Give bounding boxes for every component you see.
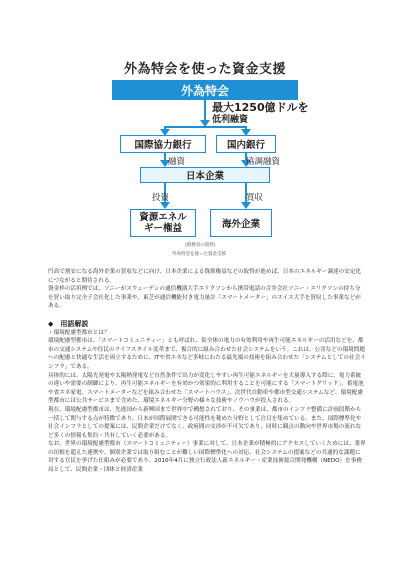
paragraph: 環境配慮型都市は、「スマートコミュニティー」とも呼ばれ、街全体の電力の有効利用や再生可能エネルギーの活用などを、都市の交通システムや住民のライフスタイル変革まで、複合的に組み合わせた社会システムをいう。これは、公害などの環境問題への配慮と快適な生活を両立するために、ITや省エネなど多岐にわたる最先端の技術を組み合わせた「システムとしての社会インフラ」である。 (48, 338, 366, 370)
paragraph: 円高で割安になる海外企業の買収などに向け、日本企業による資源権益などの取得が進めば、日本のエネルギー調達の安定化につながると期待される。 (48, 269, 362, 284)
figure-title: 外為特会を使った資金支援 (123, 62, 286, 77)
figure-credit: (財務省の資料) (185, 243, 216, 248)
subheading: ・環境配慮型都市とは？ (48, 329, 110, 336)
box-jbic: 国際協力銀行 (120, 135, 206, 153)
article-body (48, 268, 366, 475)
arrow-down-icon (200, 100, 210, 127)
label-investment: 投資 (152, 193, 170, 203)
label-cooperative-loan: 協調融資 (246, 157, 281, 167)
box-overseas-company: 海外企業 (210, 209, 272, 237)
label-loan: 融資 (168, 157, 186, 167)
banner-forex-special-account: 外為特会 (112, 80, 298, 100)
box-japanese-company: 日本企業 (140, 167, 270, 183)
paragraph: 具体的には、太陽光発電や太陽熱発電など自然条件で出力が変化しやすい再生可能エネルギーを大量導入する際に、電力系統の違いや需要の制御により、再生可能エネルギーを有効かつ効果的に利用することを可能にする「スマートグリッド」、蓄電池や省エネ家電、スマートメーターなどを組み合わせた「スマートハウス」、次世代自動車や都市型交通システムなど、環境配慮型都市には公共サービスまで含めた、環境エネルギー分野の様々な技術やノウハウが投入される。 (48, 372, 364, 405)
box-domestic-bank: 国内銀行 (216, 135, 276, 153)
paragraph: 資金枠の活用例では、ソニーがスウェーデンの通信機器大手エリクソンから携帯電話の合弁会社ソニー・エリクソンの持ち分を買い取り完全子会社化した事業や、東芝が通信機能付き電力量計「スマートメーター」のスイス大手を買収した事業などがある。 (48, 286, 361, 310)
label-acquisition: 買収 (246, 193, 264, 203)
figure-caption: 外為特会を使った資金支援 (172, 252, 226, 257)
section-heading: ◆ 用語解説 (48, 319, 89, 328)
funding-amount: 最大1250億ドルを 低利融資 (212, 101, 309, 125)
box-resource-energy-rights: 資源エネルギー権益 (130, 209, 196, 237)
paragraph: なお、世界の環境配慮型都市（スマートコミュニティー）事業に対して、日本企業が積極的にアクセスしていくためには、業界の垣根を超えた連携や、個別企業では取り組むことが難しい国際標準化への対応、社会システムの提案などの共通的な課題に対する官民を挙げた仕組みが必要であり、2010年4月に独立行政法人新エネルギー・産業技術総合開発機構（NEDO）を事務局として、民間企業・団体と経済産業 (48, 441, 366, 474)
paragraph: 現在、環境配慮型都市は、先進国から新興国まで世界中で構想されており、その事業は、都市のインフラ整備に計画段階から一括して関与する点が特徴であり、日本が国際展開できる可能性を秘めた分野として注目を集めている。また、国際標準化や社会インフラとしての提案には、民間企業だけでなく、政府間の交渉が不可欠であり、同時に観点の動向や世界市場の流れなど多くの情報も集約・共有していく必要がある。 (48, 406, 362, 439)
split-connector (164, 126, 246, 128)
